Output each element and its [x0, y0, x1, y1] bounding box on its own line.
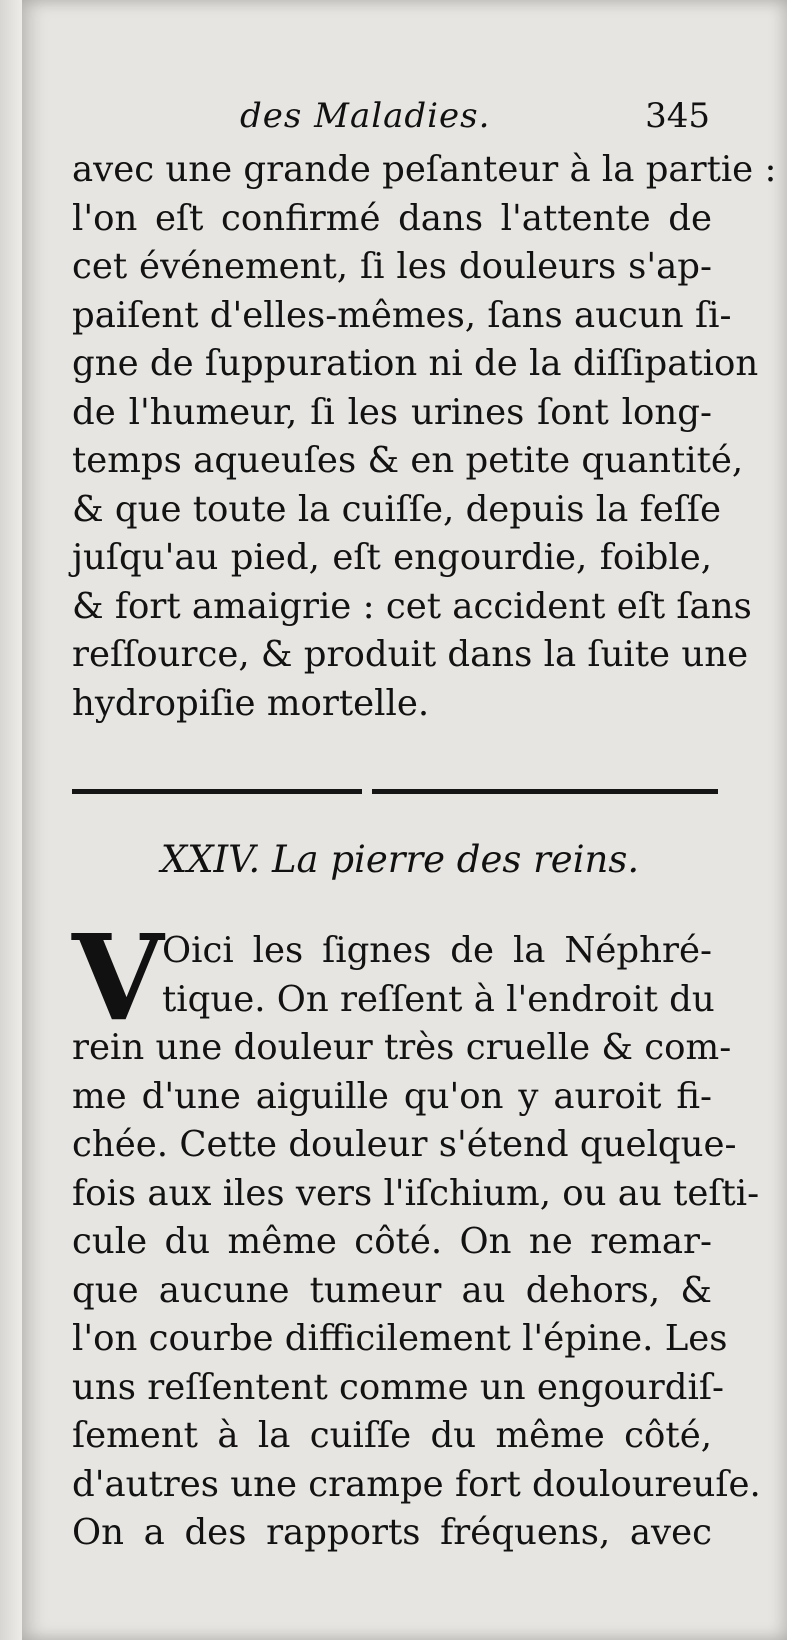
running-head-title: des Maladies. [240, 96, 491, 136]
rule-segment [72, 789, 362, 794]
text-line: chée. Cette douleur s'étend quelque- [72, 1124, 737, 1165]
text-line: avec une grande peſanteur à la partie : [72, 149, 777, 190]
text-line: On a des rapports fréquens, avec [72, 1512, 712, 1553]
paragraph-body [72, 1024, 761, 1558]
running-head [240, 96, 710, 146]
text-line: que aucune tumeur au dehors, & [72, 1269, 712, 1311]
page-edge [787, 0, 800, 1640]
rule-segment [372, 789, 718, 794]
text-line: uns reſſentent comme un engourdiſ- [72, 1366, 724, 1408]
text-line: & que toute la cuiſſe, depuis la feſſe [72, 488, 722, 530]
text-line: & fort amaigrie : cet accident eſt ſans [72, 585, 752, 627]
text-line: de l'humeur, ſi les urines ſont long- [72, 391, 712, 433]
binding-gutter [0, 0, 22, 1640]
text-line: reſſource, & produit dans la ſuite une [72, 634, 749, 675]
text-line: Oici les ſignes de la Néphré- [162, 930, 712, 971]
text-line: cet événement, ſi les douleurs s'ap- [72, 246, 712, 287]
text-line: d'autres une crampe fort douloureuſe. [72, 1463, 761, 1505]
paragraph-opening-lines [162, 927, 715, 1024]
text-line: cule du même côté. On ne remar- [72, 1221, 712, 1262]
text-line: l'on eſt confirmé dans l'attente de [72, 197, 712, 239]
text-line: ſement à la cuiſſe du même côté, [72, 1415, 712, 1456]
text-line: l'on courbe difficilement l'épine. Les [72, 1318, 728, 1359]
text-line: hydropiſie mortelle. [72, 682, 430, 724]
section-heading: XXIV. La pierre des reins. [160, 838, 640, 881]
text-line: tique. On reſſent à l'endroit du [162, 978, 715, 1020]
text-line: gne de ſuppuration ni de la diſſipation [72, 343, 759, 384]
text-line: fois aux iles vers l'iſchium, ou au teſti- [72, 1172, 760, 1214]
text-line: me d'une aiguille qu'on y auroit fi- [72, 1075, 712, 1117]
text-line: paiſent d'elles-mêmes, ſans aucun ſi- [72, 294, 732, 336]
text-line: juſqu'au pied, eſt engourdie, foible, [72, 537, 712, 578]
paragraph-continued [72, 146, 777, 728]
drop-cap: V [72, 908, 164, 1047]
text-line: rein une douleur très cruelle & com- [72, 1027, 732, 1068]
text-line: temps aqueuſes & en petite quantité, [72, 440, 744, 481]
page-number: 345 [645, 96, 710, 136]
